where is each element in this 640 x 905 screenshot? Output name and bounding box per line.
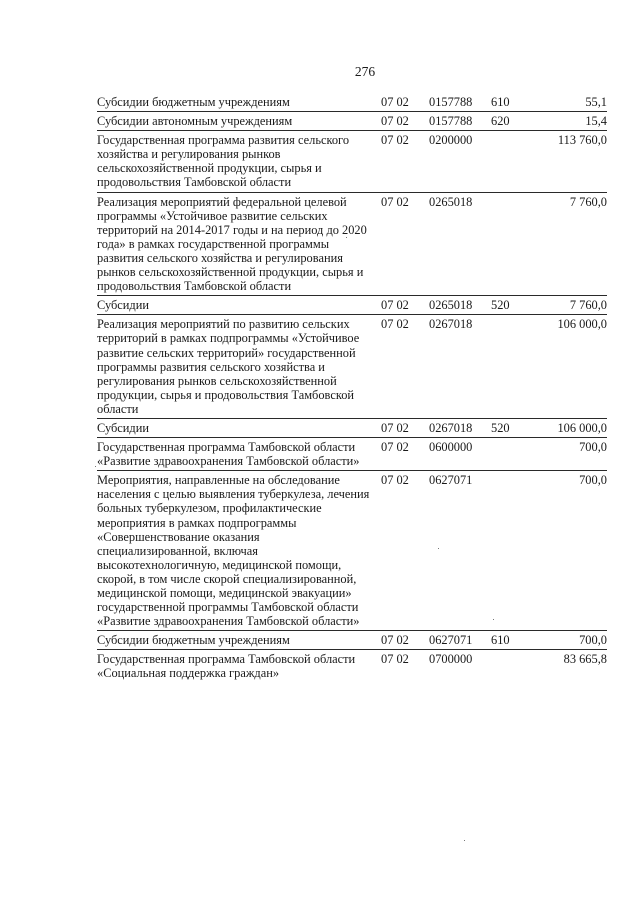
row-name: Мероприятия, направленные на обследование населения с целью выявления туберкулеза, лечения больных туберкулезом, профилактические мероприятия в рамках подпрограммы «Совершенствование оказания специализированной, включая высокотехнологичную, медицинской помощи, скорой, в том числе скорой специализированной, медицинской помощи, медицинской эвакуации» государственной программы Тамбовской области «Развитие здравоохранения Тамбовской области» — [97, 471, 372, 631]
table-row — [97, 192, 607, 296]
row-section: 07 02 — [372, 471, 418, 631]
row-name: Субсидии — [97, 418, 372, 437]
scan-speck — [438, 548, 439, 549]
row-target-code: 0267018 — [418, 418, 485, 437]
table-row — [97, 471, 607, 631]
row-name: Субсидии бюджетным учреждениям — [97, 631, 372, 650]
scan-speck — [493, 619, 494, 620]
row-target-code: 0265018 — [418, 192, 485, 296]
row-target-code: 0700000 — [429, 652, 473, 667]
row-expense-type — [485, 438, 520, 471]
row-amount: 700,0 — [520, 631, 607, 650]
row-amount: 83 665,8 — [563, 652, 607, 667]
row-section: 07 02 — [372, 112, 418, 131]
row-name: Реализация мероприятий по развитию сельских территорий в рамках подпрограммы «Устойчивое развитие сельских территорий» государственной программы развития сельского хозяйства и регулирования рынков сельскохозяйственной продукции, сырья и продовольствия Тамбовской области — [97, 315, 372, 419]
row-name: Государственная программа Тамбовской области «Социальная поддержка граждан» — [97, 652, 356, 681]
row-section: 07 02 — [372, 93, 418, 112]
table-row — [97, 315, 607, 419]
table-row — [97, 112, 607, 131]
row-section: 07 02 — [372, 315, 418, 419]
row-amount: 55,1 — [520, 93, 607, 112]
row-amount: 15,4 — [520, 112, 607, 131]
row-amount: 700,0 — [520, 438, 607, 471]
row-section: 07 02 — [372, 631, 418, 650]
row-name: Государственная программа Тамбовской области «Развитие здравоохранения Тамбовской области» — [97, 438, 372, 471]
row-expense-type — [485, 650, 520, 681]
budget-table — [97, 93, 607, 681]
row-target-code: 0600000 — [418, 438, 485, 471]
row-section: 07 02 — [372, 438, 418, 471]
row-expense-type — [485, 471, 520, 631]
table-row — [97, 631, 607, 650]
row-amount: 106 000,0 — [520, 418, 607, 437]
row-expense-type — [485, 315, 520, 419]
row-target-code: 0267018 — [418, 315, 485, 419]
row-amount: 7 760,0 — [520, 192, 607, 296]
row-amount: 700,0 — [520, 471, 607, 631]
scan-speck — [95, 466, 96, 467]
row-amount: 7 760,0 — [520, 296, 607, 315]
row-section: 07 02 — [372, 131, 418, 192]
row-name: Субсидии бюджетным учреждениям — [97, 93, 372, 112]
row-expense-type — [485, 131, 520, 192]
row-target-code: 0265018 — [418, 296, 485, 315]
row-expense-type: 610 — [485, 631, 520, 650]
row-section: 07 02 — [372, 192, 418, 296]
row-target-code: 0200000 — [418, 131, 485, 192]
scan-speck — [464, 840, 465, 841]
page-number: 276 — [354, 64, 376, 79]
row-amount: 113 760,0 — [520, 131, 607, 192]
table-row — [97, 650, 607, 681]
row-name: Государственная программа развития сельского хозяйства и регулирования рынков сельскохозяйственной продукции, сырья и продовольствия Тамбовской области — [97, 131, 372, 192]
row-amount: 106 000,0 — [520, 315, 607, 419]
row-target-code: 0157788 — [418, 112, 485, 131]
row-name: Субсидии — [97, 296, 372, 315]
table-row — [97, 131, 607, 192]
row-name: Реализация мероприятий федеральной целевой программы «Устойчивое развитие сельских территорий на 2014-2017 годы и на период до 2020 года» в рамках государственной программы развития сельского хозяйства и регулирования рынков сельскохозяйственной продукции, сырья и продовольствия Тамбовской области — [97, 192, 372, 296]
row-expense-type — [485, 192, 520, 296]
table-row — [97, 93, 607, 112]
row-section: 07 02 — [381, 652, 409, 667]
table-row — [97, 296, 607, 315]
row-expense-type: 520 — [485, 418, 520, 437]
row-name: Субсидии автономным учреждениям — [97, 112, 372, 131]
scan-speck — [346, 237, 347, 238]
row-section: 07 02 — [372, 296, 418, 315]
row-expense-type: 610 — [485, 93, 520, 112]
row-expense-type: 520 — [485, 296, 520, 315]
row-target-code: 0157788 — [418, 93, 485, 112]
table-row — [97, 418, 607, 437]
row-target-code: 0627071 — [418, 631, 485, 650]
row-target-code: 0627071 — [418, 471, 485, 631]
row-expense-type: 620 — [485, 112, 520, 131]
table-row — [97, 438, 607, 471]
row-section: 07 02 — [372, 418, 418, 437]
